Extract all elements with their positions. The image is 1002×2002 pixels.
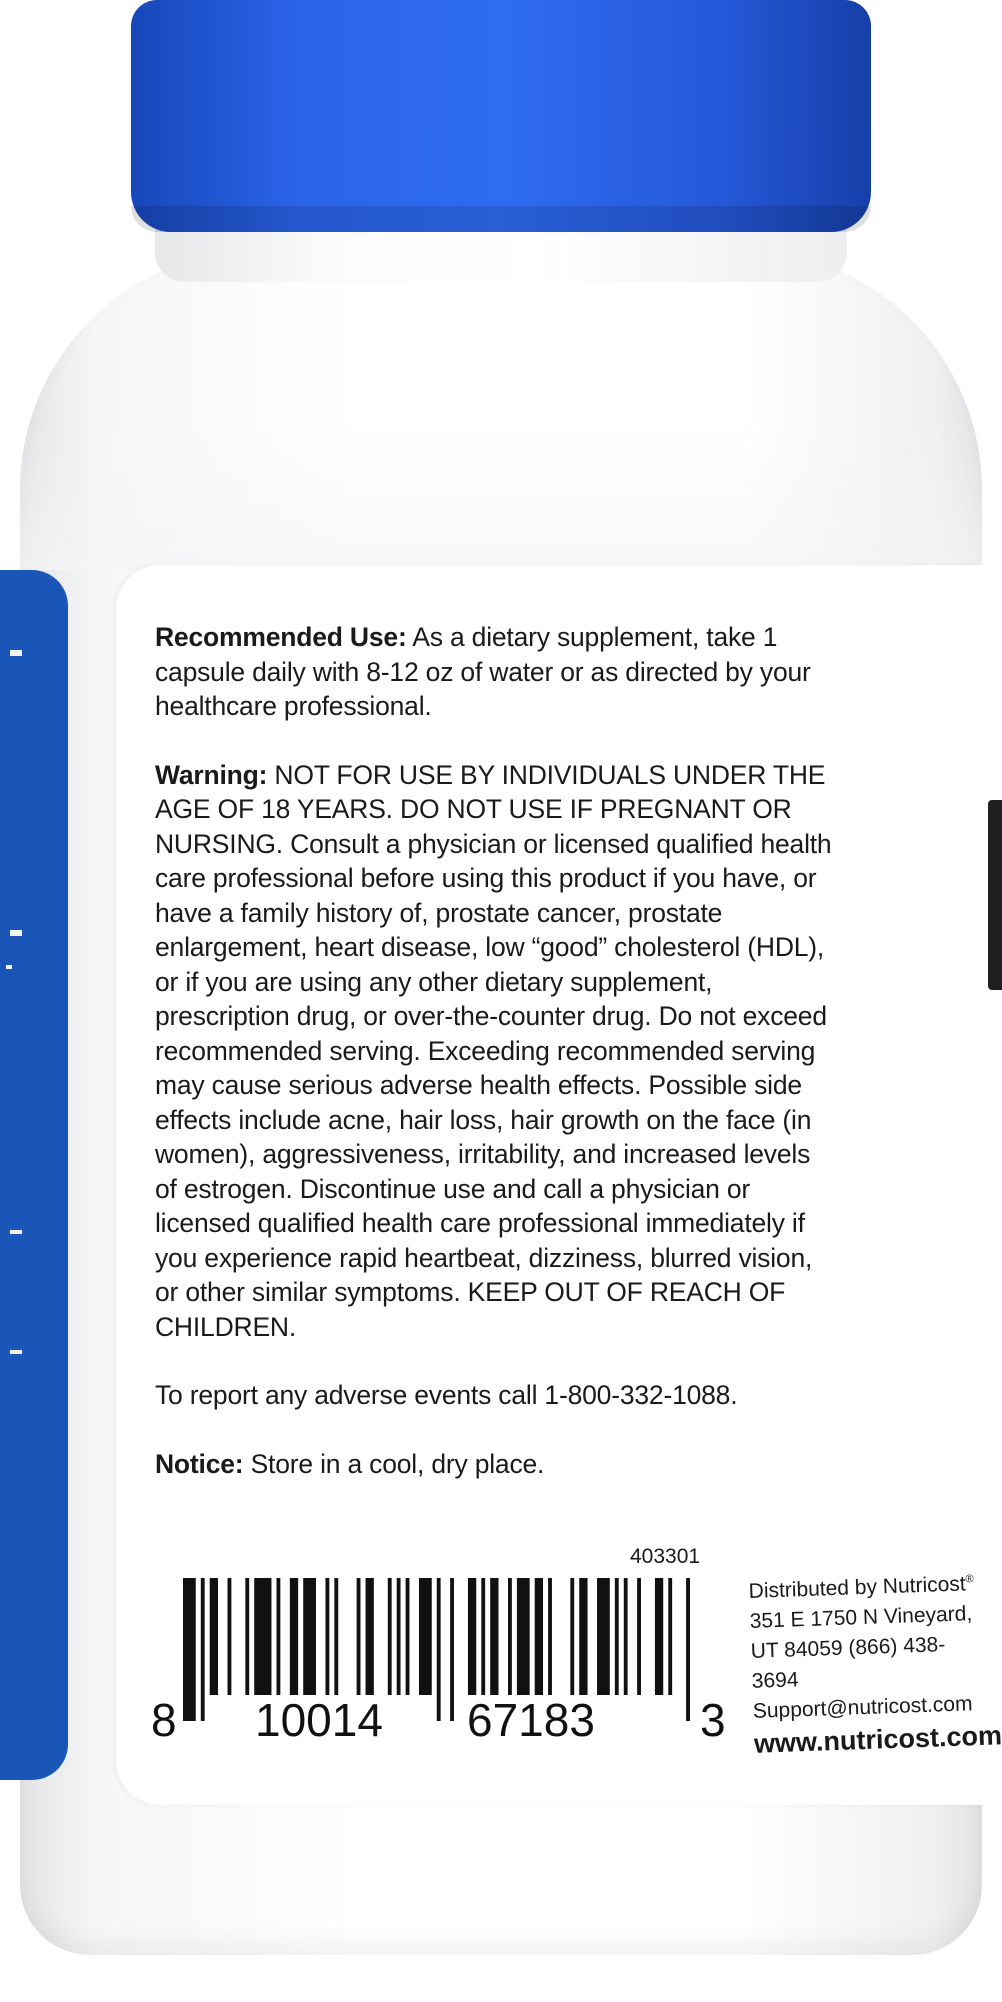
barcode-bar [183,1578,196,1721]
recommended-use [155,620,835,724]
barcode-bar [481,1578,485,1695]
barcode-bar [450,1578,454,1721]
barcode-bar [615,1578,619,1695]
adverse-event-report: To report any adverse events call 1-800-332-1088. [155,1380,738,1410]
barcode-bar [388,1578,392,1695]
bottle-shoulder [20,420,982,570]
barcode-bar [655,1578,663,1695]
distributor-info [748,1564,1002,1759]
barcode-check-digit: 3 [700,1694,726,1746]
barcode-bar [624,1578,628,1695]
lot-number: 403301 [630,1545,701,1568]
barcode-lead-digit: 8 [151,1694,177,1746]
barcode-bar [437,1578,441,1721]
notice-heading: Notice: [155,1448,244,1479]
distributor-line-2: 351 E 1750 N Vineyard, [749,1602,973,1633]
barcode-bar [668,1578,672,1695]
barcode-bar [357,1578,361,1695]
recommended-use-heading: Recommended Use: [155,622,407,652]
barcode-bar [210,1578,218,1695]
barcode-bar [579,1578,587,1695]
barcode-bar [419,1578,432,1695]
barcode-bar [290,1578,298,1695]
barcode-bar [254,1578,271,1695]
bottle-cap [131,0,871,232]
distributor-website: www.nutricost.com [753,1720,1002,1759]
barcode-bar [201,1578,205,1721]
barcode-bar [686,1578,690,1721]
barcode-bar [245,1578,249,1695]
barcode-bar [325,1578,329,1695]
barcode-bar [570,1578,574,1695]
barcode-right-group: 67183 [467,1694,595,1746]
registered-mark: ® [965,1573,974,1586]
distributor-line-1: Distributed by Nutricost® [748,1572,974,1603]
barcode-bar [508,1578,512,1695]
distributor-email: Support@nutricost.com [752,1692,973,1723]
barcode-bar [303,1578,316,1695]
barcode-bar [548,1578,552,1695]
barcode-bar [468,1578,476,1695]
notice-body: Store in a cool, dry place. [243,1448,545,1479]
barcode-left-group: 10014 [255,1694,383,1746]
warning-body: NOT FOR USE BY INDIVIDUALS UNDER THE AGE OF 18 YEARS. DO NOT USE IF PREGNANT OR NURSING. Consult a physician or licensed qualified health care professional before using this product if you have, or have a family history of, prostate cancer, prostate enlargement, heart disease, low “good” cholesterol (HDL), or if you are using any other dietary supplement, prescription drug, or over-the-counter drug. Do not exceed recommended serving. Exceeding recommended serving may cause serious adverse health effects. Possible side effects include acne, hair loss, hair growth on the face (in women), aggressiveness, irritability, and increased levels of estrogen. Discontinue use and call a physician or licensed qualified health care professional immediately if you experience rapid heartbeat, dizziness, blurred vision, or other similar symptoms. KEEP OUT OF REACH OF CHILDREN. [155,759,832,1342]
barcode-bar [490,1578,498,1695]
barcode-bar [597,1578,610,1695]
warning [155,758,835,1345]
recommended-use-body: As a dietary supplement, take 1 capsule daily with 8-12 oz of water or as directed by your healthcare professional. [155,622,811,721]
barcode-bar [517,1578,530,1695]
distributor-line-3: UT 84059 (866) 438-3694 [750,1633,946,1693]
barcode-bar [277,1578,281,1695]
barcode-bar [397,1578,401,1695]
barcode-bar [406,1578,410,1695]
barcode-bar [334,1578,338,1695]
barcode-bar [228,1578,232,1695]
barcode-bar [366,1578,374,1695]
barcode-bar [637,1578,641,1695]
label-text-block [155,620,835,1515]
label-side-band-left [0,570,68,1780]
barcode-bar [535,1578,543,1695]
storage-notice [155,1447,835,1482]
warning-heading: Warning: [155,759,268,790]
label-side-band-right [988,800,1002,990]
